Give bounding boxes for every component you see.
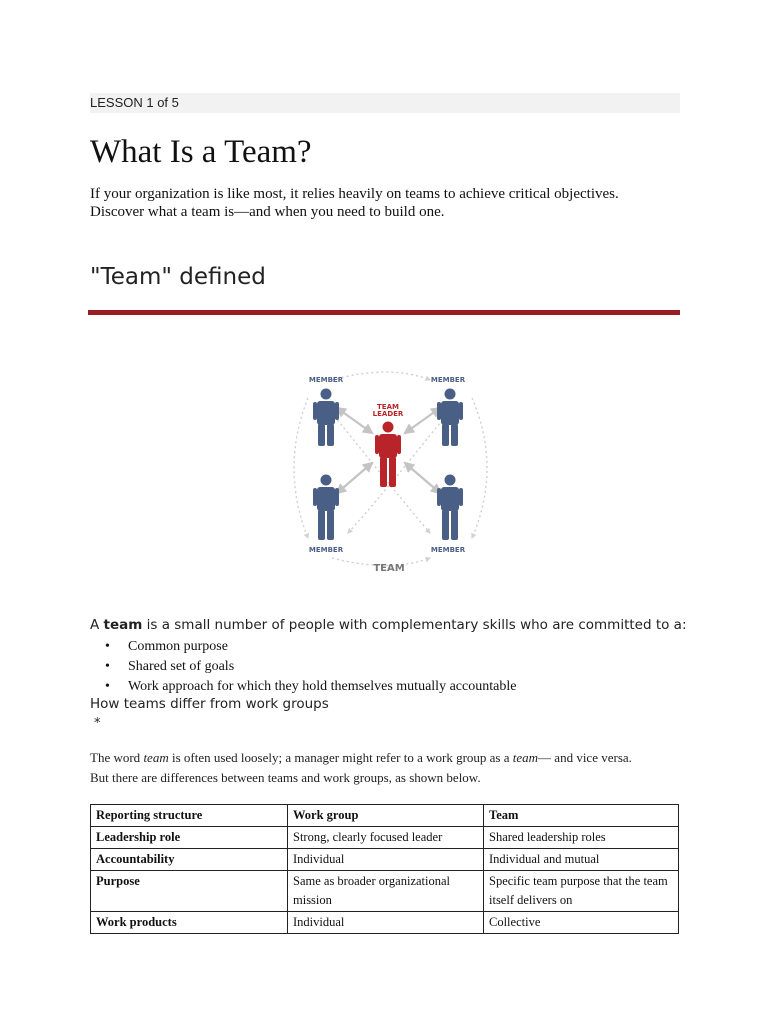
comparison-subheading: How teams differ from work groups <box>90 696 329 712</box>
table-header-row <box>91 805 679 827</box>
member-label-bottom-right: MEMBER <box>430 546 466 554</box>
table-cell: Individual <box>288 849 484 871</box>
list-item: • Work approach for which they hold themselves mutually accountable <box>90 677 516 697</box>
member-figure-bottom-left <box>313 475 339 541</box>
lesson-indicator <box>90 93 680 113</box>
definition-suffix: is a small number of people with complementary skills who are committed to a: <box>142 617 687 633</box>
intro-text <box>90 185 690 221</box>
member-label-top-left: MEMBER <box>308 376 344 384</box>
member-figure-bottom-right <box>437 475 463 541</box>
comparison-paragraph <box>90 748 700 788</box>
table-cell: Purpose <box>91 871 288 912</box>
paragraph-emphasis-1: team <box>143 750 169 765</box>
paragraph-text-2: is often used loosely; a manager might refer to a work group as a <box>168 750 513 765</box>
table-row <box>91 849 679 871</box>
intro-line-2: Discover what a team is—and when you need to build one. <box>90 204 445 220</box>
section-title: "Team" defined <box>90 264 266 290</box>
list-item: • Common purpose <box>90 637 516 657</box>
paragraph-line-2: But there are differences between teams and work groups, as shown below. <box>90 770 481 785</box>
team-diagram <box>280 368 500 580</box>
table-cell: Individual and mutual <box>484 849 679 871</box>
member-label-bottom-left: MEMBER <box>308 546 344 554</box>
table-row <box>91 827 679 849</box>
table-row <box>91 871 679 912</box>
section-divider <box>88 310 680 315</box>
asterisk-marker: * <box>94 716 101 731</box>
table-row <box>91 912 679 934</box>
member-figure-top-left <box>313 389 339 447</box>
table-header-cell: Team <box>484 805 679 827</box>
lesson-label: LESSON 1 of 5 <box>90 95 179 110</box>
member-label-top-right: MEMBER <box>430 376 466 384</box>
table-cell: Individual <box>288 912 484 934</box>
member-figure-top-right <box>437 389 463 447</box>
paragraph-text-3: — and vice versa. <box>538 750 632 765</box>
table-cell: Work products <box>91 912 288 934</box>
definition-prefix: A <box>90 617 104 633</box>
leader-label-line-2: LEADER <box>372 410 404 418</box>
paragraph-emphasis-2: team <box>512 750 539 765</box>
table-cell: Accountability <box>91 849 288 871</box>
comparison-table <box>90 804 679 934</box>
table-cell: Strong, clearly focused leader <box>288 827 484 849</box>
table-cell: Collective <box>484 912 679 934</box>
list-item: • Shared set of goals <box>90 657 516 677</box>
paragraph-text-1: The word <box>90 750 144 765</box>
leader-figure <box>375 422 401 488</box>
table-cell: Leadership role <box>91 827 288 849</box>
table-cell: Same as broader organizational mission <box>288 871 484 912</box>
diagram-caption: TEAM <box>373 563 405 574</box>
leader-label-line-1: TEAM <box>377 403 399 411</box>
definition-term: team <box>103 617 143 633</box>
team-definition <box>90 617 710 633</box>
table-header-cell: Reporting structure <box>91 805 288 827</box>
table-cell: Shared leadership roles <box>484 827 679 849</box>
commitment-list <box>90 637 516 697</box>
table-header-cell: Work group <box>288 805 484 827</box>
intro-line-1: If your organization is like most, it relies heavily on teams to achieve critical objectives. <box>90 186 619 202</box>
page-title: What Is a Team? <box>90 134 312 170</box>
table-cell: Specific team purpose that the team itself delivers on <box>484 871 679 912</box>
